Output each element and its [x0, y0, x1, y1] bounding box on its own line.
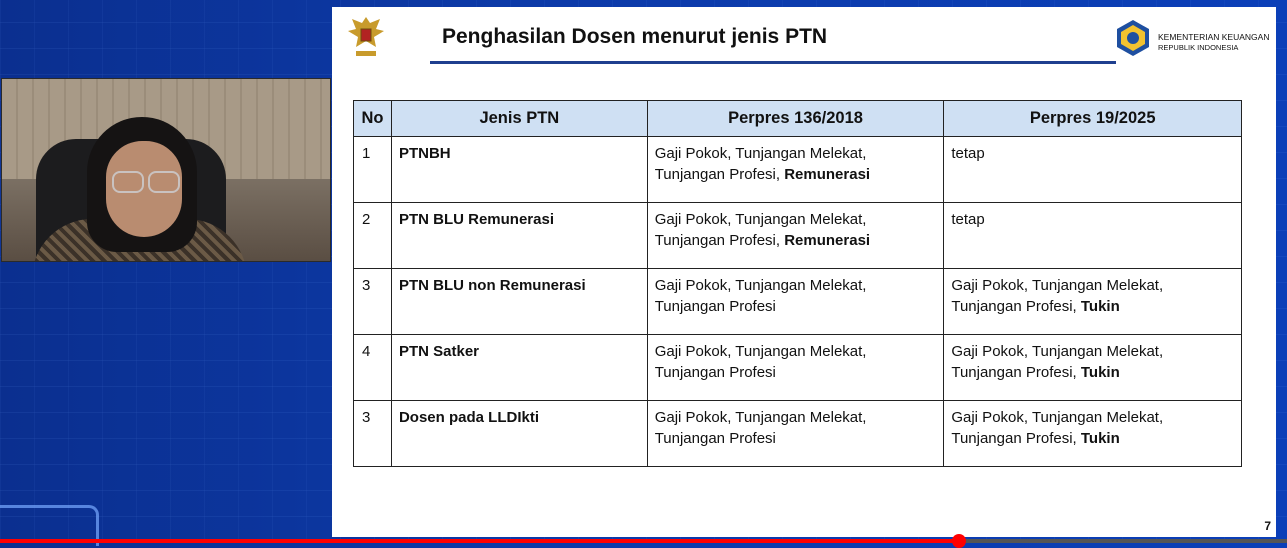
cell-text: Tunjangan Profesi, [654, 232, 781, 249]
cell-text: Gaji Pokok, Tunjangan Melekat, [654, 343, 867, 360]
row-no: 3 [354, 269, 392, 335]
kemenkeu-logo-block [1114, 19, 1274, 59]
cell-bold-text: Tukin [1080, 364, 1120, 381]
table-row [354, 203, 1242, 269]
cell-bold-text: Tukin [1080, 430, 1120, 447]
garuda-emblem-icon [346, 13, 386, 59]
webcam-speaker-glasses [112, 171, 180, 191]
video-scrubber-handle[interactable] [952, 534, 966, 548]
cell-text: Gaji Pokok, Tunjangan Melekat, [654, 277, 867, 294]
video-progress-bar[interactable] [0, 539, 1287, 543]
header-jenis-ptn: Jenis PTN [391, 101, 647, 137]
row-perpres-2025 [944, 203, 1242, 269]
header-no: No [354, 101, 392, 137]
cell-text: Gaji Pokok, Tunjangan Melekat, [654, 211, 867, 228]
row-perpres-2018 [647, 401, 944, 467]
ministry-name: KEMENTERIAN KEUANGAN [1158, 32, 1270, 42]
row-perpres-2018 [647, 203, 944, 269]
cell-text: Gaji Pokok, Tunjangan Melekat, [654, 145, 867, 162]
cell-text: Tunjangan Profesi [654, 364, 776, 381]
table-row [354, 335, 1242, 401]
slide-title: Penghasilan Dosen menurut jenis PTN [442, 25, 828, 48]
cell-text: Tunjangan Profesi, [951, 298, 1077, 315]
video-progress-fill [0, 539, 959, 543]
page-number: 7 [1264, 519, 1271, 533]
row-perpres-2018 [647, 269, 944, 335]
row-perpres-2025 [944, 137, 1242, 203]
table-row [354, 137, 1242, 203]
cell-text: tetap [951, 145, 985, 162]
cell-text: Gaji Pokok, Tunjangan Melekat, [654, 409, 867, 426]
row-jenis: Dosen pada LLDIkti [391, 401, 647, 467]
ministry-country: REPUBLIK INDONESIA [1158, 43, 1239, 52]
cell-bold-text: Remunerasi [784, 166, 871, 183]
row-jenis: PTN BLU non Remunerasi [391, 269, 647, 335]
cell-text: Tunjangan Profesi [654, 430, 776, 447]
header-perpres-2025: Perpres 19/2025 [944, 101, 1242, 137]
row-perpres-2025 [944, 335, 1242, 401]
webcam-feed [1, 78, 331, 262]
cell-text: Tunjangan Profesi, [654, 166, 781, 183]
cell-bold-text: Remunerasi [784, 232, 871, 249]
row-perpres-2018 [647, 335, 944, 401]
table-row [354, 401, 1242, 467]
row-jenis: PTNBH [391, 137, 647, 203]
cell-text: tetap [951, 211, 985, 228]
cell-text: Tunjangan Profesi [654, 298, 776, 315]
row-no: 4 [354, 335, 392, 401]
cell-bold-text: Tukin [1080, 298, 1120, 315]
income-table [353, 100, 1242, 467]
cell-text: Gaji Pokok, Tunjangan Melekat, [951, 277, 1164, 294]
cell-text: Gaji Pokok, Tunjangan Melekat, [951, 343, 1164, 360]
table-row [354, 269, 1242, 335]
title-underline [430, 61, 1116, 64]
row-no: 3 [354, 401, 392, 467]
cell-text: Gaji Pokok, Tunjangan Melekat, [951, 409, 1164, 426]
row-no: 1 [354, 137, 392, 203]
row-jenis: PTN Satker [391, 335, 647, 401]
row-no: 2 [354, 203, 392, 269]
presentation-slide [332, 7, 1276, 537]
table-header-row [354, 101, 1242, 137]
row-perpres-2025 [944, 401, 1242, 467]
cell-text: Tunjangan Profesi, [951, 364, 1077, 381]
row-perpres-2018 [647, 137, 944, 203]
row-perpres-2025 [944, 269, 1242, 335]
cell-text: Tunjangan Profesi, [951, 430, 1077, 447]
header-perpres-2018: Perpres 136/2018 [647, 101, 944, 137]
row-jenis: PTN BLU Remunerasi [391, 203, 647, 269]
kemenkeu-logo-icon [1114, 19, 1152, 57]
